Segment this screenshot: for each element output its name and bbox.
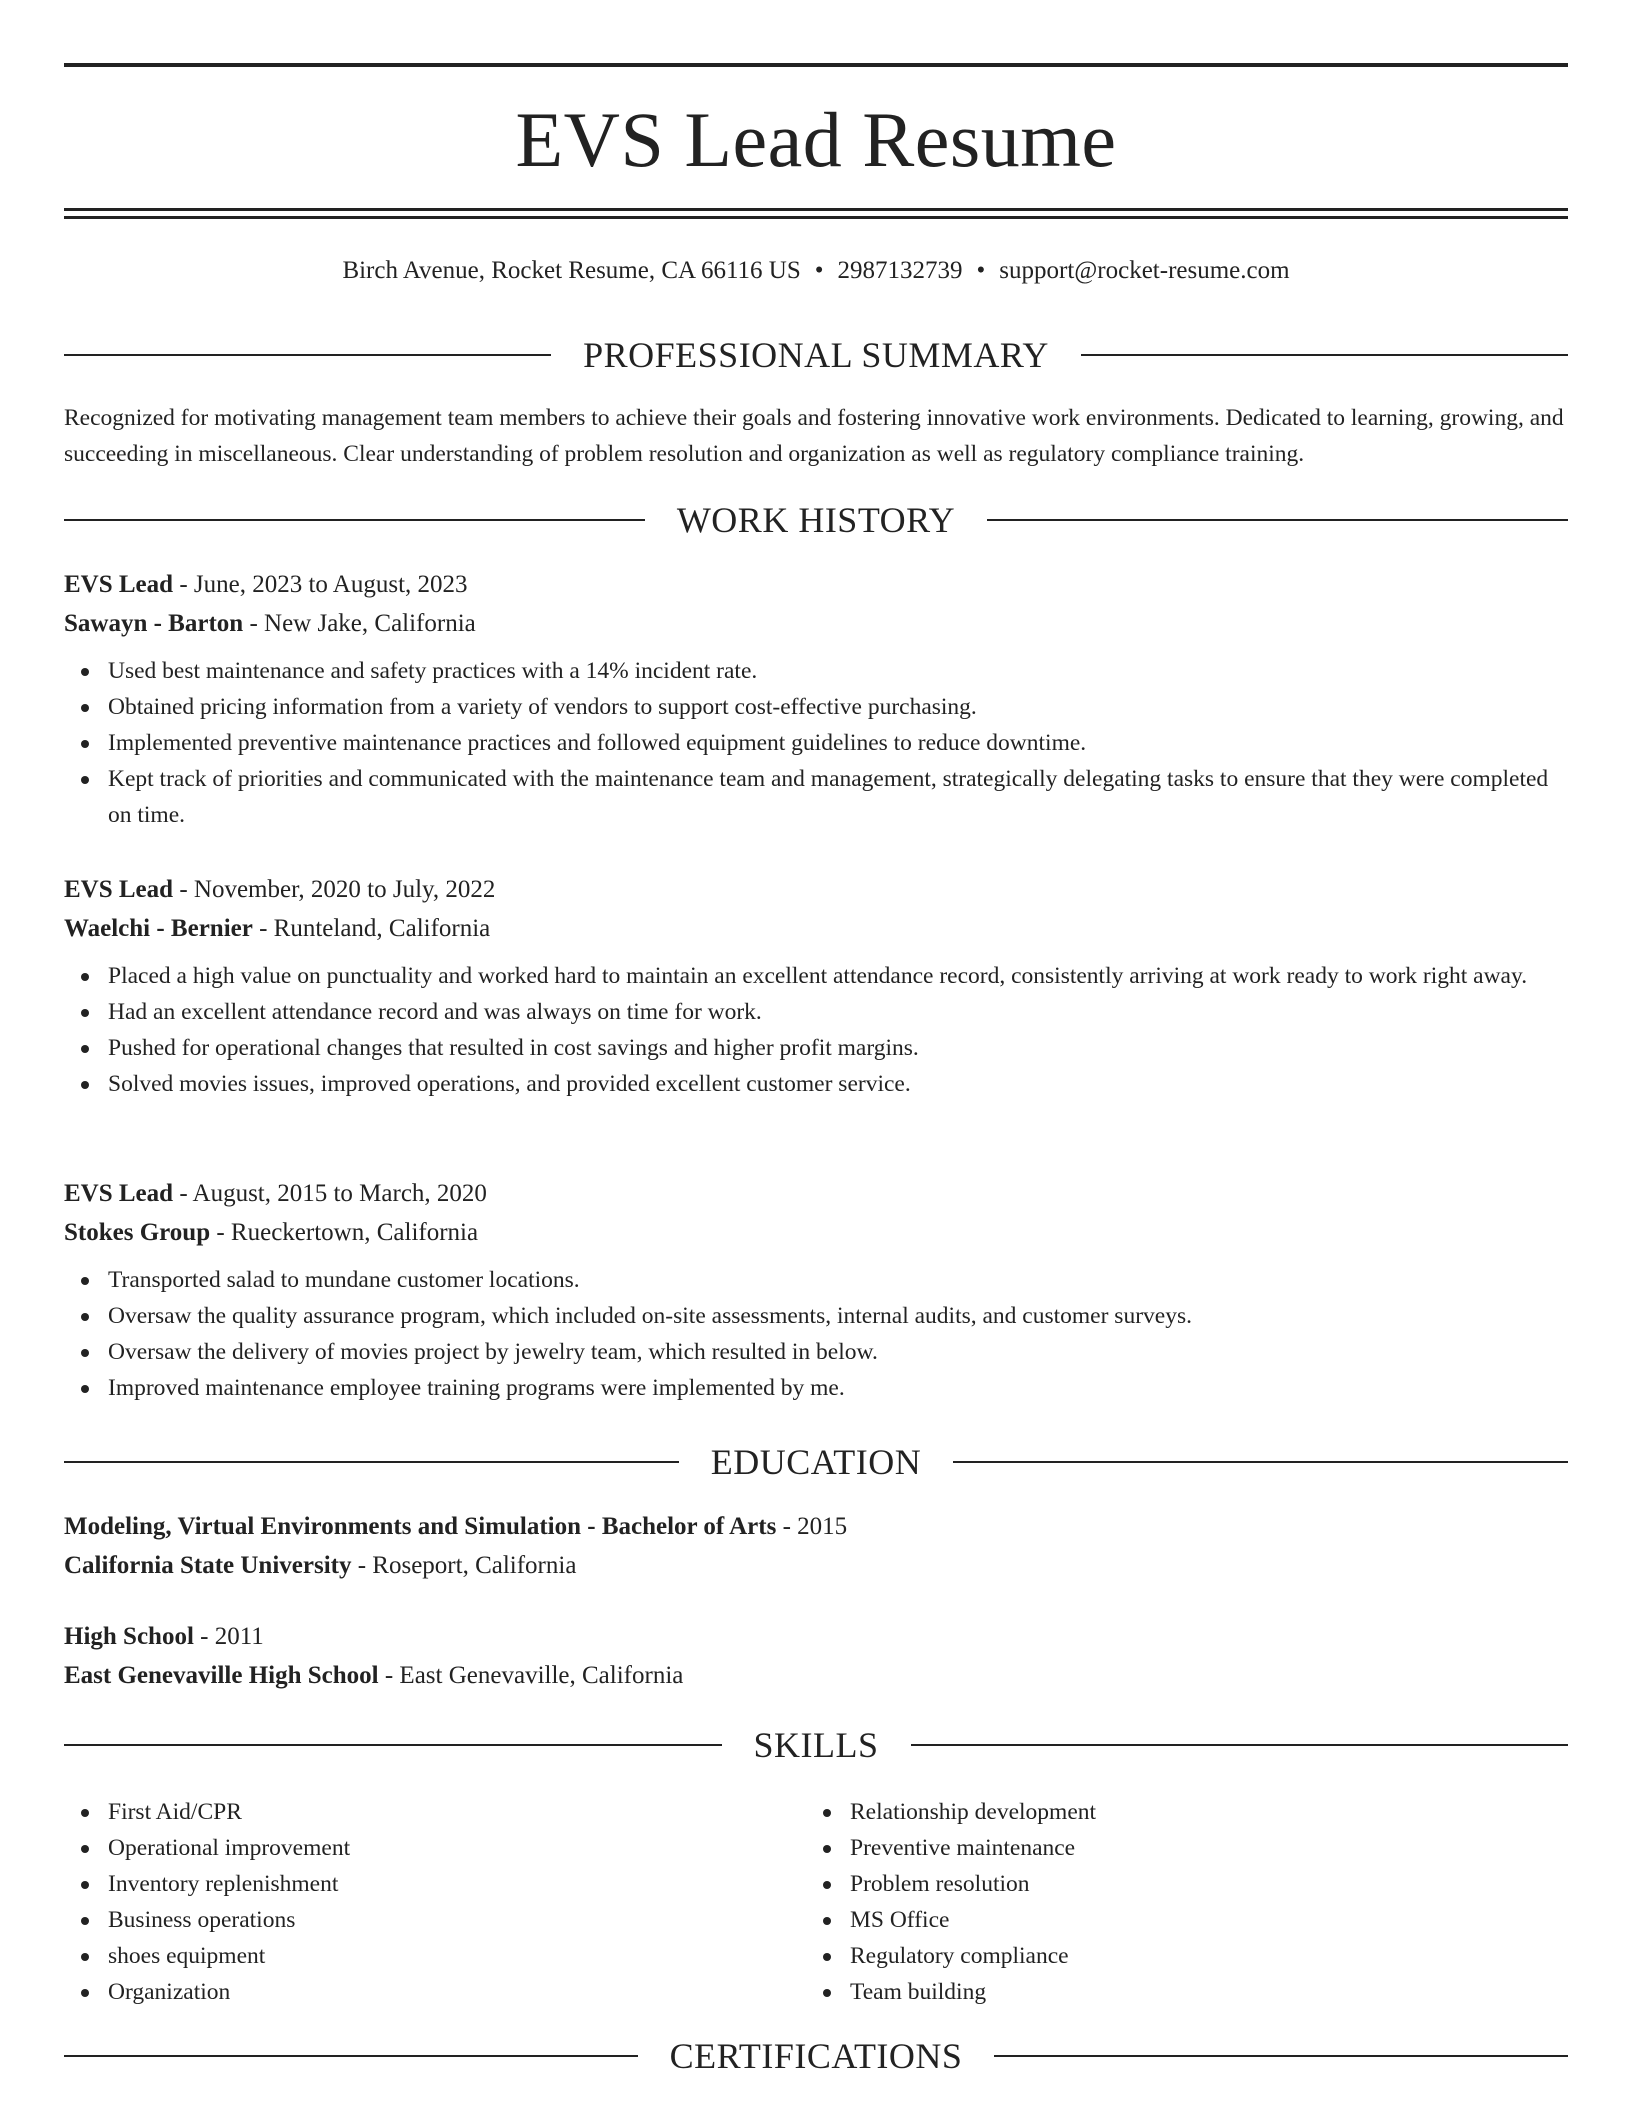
job-location: - Runteland, California: [252, 915, 491, 942]
job-bullets: [64, 653, 1568, 833]
title-rule-lower: [64, 216, 1568, 219]
job-bullet: Had an excellent attendance record and was always on time for work.: [64, 994, 1568, 1030]
education-degree-line: [64, 1617, 1568, 1656]
skill-item: Team building: [806, 1974, 1548, 2010]
job-company-line: [64, 1213, 1568, 1252]
resume-title: EVS Lead Resume: [515, 96, 1117, 183]
job-bullet: Oversaw the delivery of movies project by jewelry team, which resulted in below.: [64, 1334, 1568, 1370]
heading-rule: [64, 519, 645, 521]
education-school-line: [64, 1656, 1568, 1695]
education-year: - 2015: [776, 1513, 848, 1540]
job-dates: - August, 2015 to March, 2020: [173, 1180, 487, 1207]
job-title-line: [64, 1174, 1568, 1213]
title-rule-upper: [64, 208, 1568, 211]
heading-rule: [64, 1461, 679, 1463]
job-entry: [64, 1174, 1568, 1406]
skill-item: Preventive maintenance: [806, 1830, 1548, 1866]
skill-item: Problem resolution: [806, 1866, 1548, 1902]
section-title: PROFESSIONAL SUMMARY: [583, 335, 1049, 375]
job-company-line: [64, 604, 1568, 643]
education-entry: [64, 1617, 1568, 1695]
skill-item: Operational improvement: [64, 1830, 806, 1866]
heading-rule: [64, 1744, 722, 1746]
job-bullets: [64, 958, 1568, 1102]
heading-rule: [953, 1461, 1568, 1463]
contact-line: [64, 254, 1568, 288]
job-bullets: [64, 1262, 1568, 1406]
section-title: WORK HISTORY: [676, 500, 956, 540]
section-title: CERTIFICATIONS: [669, 2036, 963, 2076]
skill-item: First Aid/CPR: [64, 1794, 806, 1830]
job-company: Stokes Group: [64, 1219, 211, 1246]
heading-rule: [1081, 354, 1568, 356]
job-location: - New Jake, California: [243, 610, 476, 637]
job-title-line: [64, 870, 1568, 909]
skill-item: MS Office: [806, 1902, 1548, 1938]
job-title-line: [64, 565, 1568, 604]
heading-rule: [987, 519, 1568, 521]
education-school: East Genevaville High School: [64, 1662, 379, 1689]
job-company: Sawayn - Barton: [64, 610, 244, 637]
contact-separator: •: [976, 257, 986, 284]
section-heading-certifications: [64, 2034, 1568, 2078]
job-bullet: Implemented preventive maintenance practices and followed equipment guidelines to reduce downtime.: [64, 725, 1568, 761]
job-bullet: Transported salad to mundane customer locations.: [64, 1262, 1568, 1298]
education-year: - 2011: [193, 1623, 264, 1650]
section-heading-skills: [64, 1723, 1568, 1767]
heading-rule: [911, 1744, 1569, 1746]
job-title: EVS Lead: [64, 1180, 174, 1207]
section-heading-work-history: [64, 498, 1568, 542]
education-entry: [64, 1507, 1568, 1585]
job-bullet: Obtained pricing information from a variety of vendors to support cost-effective purchasing.: [64, 689, 1568, 725]
job-bullet: Improved maintenance employee training programs were implemented by me.: [64, 1370, 1568, 1406]
skill-item: Inventory replenishment: [64, 1866, 806, 1902]
job-title: EVS Lead: [64, 876, 174, 903]
contact-separator: •: [814, 257, 824, 284]
job-entry: [64, 870, 1568, 1102]
contact-address: Birch Avenue, Rocket Resume, CA 66116 US: [342, 257, 801, 284]
education-location: - Roseport, California: [351, 1552, 577, 1579]
education-location: - East Genevaville, California: [378, 1662, 684, 1689]
skill-item: shoes equipment: [64, 1938, 806, 1974]
section-heading-education: [64, 1440, 1568, 1484]
section-heading-summary: [64, 333, 1568, 377]
education-degree: High School: [64, 1623, 194, 1650]
skill-item: Relationship development: [806, 1794, 1548, 1830]
job-bullet: Solved movies issues, improved operations, and provided excellent customer service.: [64, 1066, 1568, 1102]
education-degree: Modeling, Virtual Environments and Simulation - Bachelor of Arts: [64, 1513, 777, 1540]
summary-text: Recognized for motivating management team members to achieve their goals and fostering innovative work environments. Dedicated to learning, growing, and succeeding in miscellaneous. Clear understanding of problem resolution and organization as well as regulatory compliance training.: [64, 405, 1564, 467]
skills-column-left: [64, 1794, 806, 2010]
education-school-line: [64, 1546, 1568, 1585]
skill-item: Regulatory compliance: [806, 1938, 1548, 1974]
skill-item: Business operations: [64, 1902, 806, 1938]
skill-item: Organization: [64, 1974, 806, 2010]
section-title: SKILLS: [753, 1725, 879, 1765]
section-title: EDUCATION: [710, 1442, 922, 1482]
job-dates: - June, 2023 to August, 2023: [173, 571, 468, 598]
heading-rule: [64, 2055, 638, 2057]
job-entry: [64, 565, 1568, 833]
job-title: EVS Lead: [64, 571, 174, 598]
skills-columns: [64, 1794, 1568, 2010]
job-bullet: Pushed for operational changes that resulted in cost savings and higher profit margins.: [64, 1030, 1568, 1066]
skills-column-right: [806, 1794, 1548, 2010]
education-degree-line: [64, 1507, 1568, 1546]
job-bullet: Kept track of priorities and communicated with the maintenance team and management, strategically delegating tasks to ensure that they were completed on time.: [64, 761, 1568, 833]
job-dates: - November, 2020 to July, 2022: [173, 876, 496, 903]
job-bullet: Placed a high value on punctuality and worked hard to maintain an excellent attendance record, consistently arriving at work ready to work right away.: [64, 958, 1568, 994]
contact-email: support@rocket-resume.com: [999, 257, 1290, 284]
job-bullet: Used best maintenance and safety practices with a 14% incident rate.: [64, 653, 1568, 689]
top-rule: [64, 63, 1568, 67]
education-school: California State University: [64, 1552, 352, 1579]
job-company-line: [64, 909, 1568, 948]
job-location: - Rueckertown, California: [210, 1219, 479, 1246]
heading-rule: [994, 2055, 1568, 2057]
job-company: Waelchi - Bernier: [64, 915, 253, 942]
heading-rule: [64, 354, 551, 356]
contact-phone: 2987132739: [837, 257, 963, 284]
job-bullet: Oversaw the quality assurance program, which included on-site assessments, internal audits, and customer surveys.: [64, 1298, 1568, 1334]
